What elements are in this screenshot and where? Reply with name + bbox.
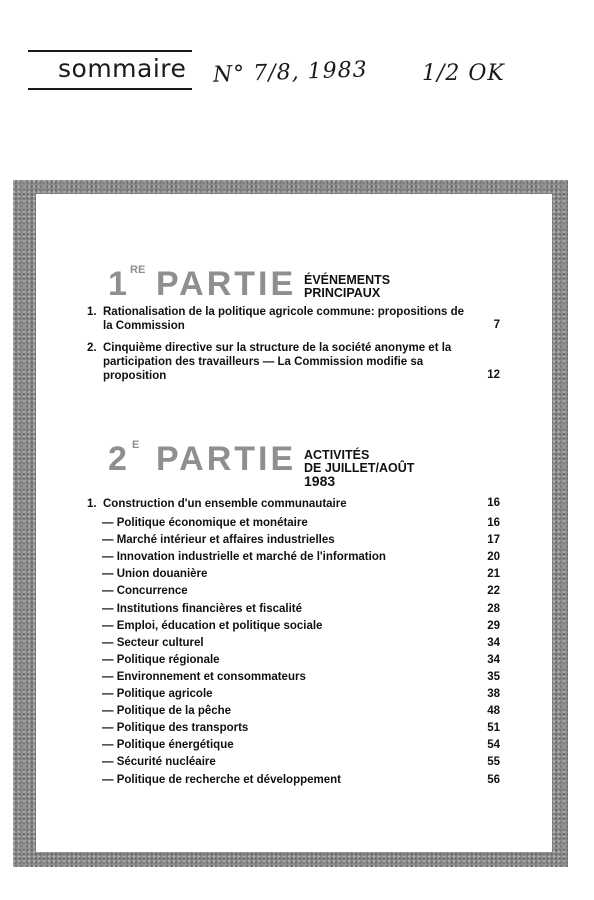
part1-subtitle-line1: ÉVÉNEMENTS bbox=[304, 273, 391, 287]
entry-line: proposition bbox=[103, 370, 167, 382]
entry-page-number: 16 bbox=[487, 497, 500, 509]
list-item bbox=[102, 670, 500, 684]
entry-line: la Commission bbox=[103, 320, 185, 332]
header-top-rule bbox=[28, 50, 192, 52]
item-page-number: 21 bbox=[487, 568, 500, 581]
part1-word: PARTIE bbox=[156, 265, 297, 303]
item-page-number: 35 bbox=[487, 670, 500, 683]
list-item bbox=[102, 619, 500, 633]
item-page-number: 34 bbox=[487, 636, 500, 649]
entry-line: participation des travailleurs — La Commission modifie sa bbox=[103, 356, 424, 368]
part2-word: PARTIE bbox=[156, 440, 297, 478]
item-label: — Politique régionale bbox=[102, 653, 220, 666]
item-label: — Politique énergétique bbox=[102, 739, 234, 752]
item-label: — Sécurité nucléaire bbox=[102, 756, 216, 769]
item-label: — Politique agricole bbox=[102, 688, 213, 700]
item-page-number: 20 bbox=[487, 551, 500, 564]
list-item bbox=[102, 533, 500, 547]
part2-subtitle-line1: ACTIVITÉS bbox=[304, 448, 370, 462]
item-label: — Politique de recherche et développement bbox=[102, 773, 342, 786]
item-label: — Environnement et consommateurs bbox=[102, 670, 306, 683]
item-label: — Marché intérieur et affaires industrielles bbox=[102, 534, 335, 547]
list-item bbox=[102, 550, 500, 564]
item-label: — Emploi, éducation et politique sociale bbox=[102, 619, 323, 632]
sub-item-list bbox=[36, 194, 500, 852]
item-page-number: 55 bbox=[487, 756, 500, 769]
entry-page-number: 12 bbox=[487, 369, 500, 381]
list-item bbox=[102, 636, 500, 650]
item-page-number: 28 bbox=[487, 602, 500, 615]
entry-number: 2. bbox=[87, 342, 97, 354]
entry-line: Construction d'un ensemble communautaire bbox=[103, 498, 347, 510]
list-item bbox=[102, 516, 500, 530]
item-label: — Politique des transports bbox=[102, 722, 249, 735]
handwritten-note: 1/2 OK bbox=[422, 61, 505, 86]
item-page-number: 56 bbox=[487, 773, 500, 786]
part1-suffix: RE bbox=[130, 264, 146, 276]
item-label: — Politique de la pêche bbox=[102, 705, 232, 718]
handwritten-reference: N° 7/8, 1983 bbox=[212, 57, 369, 88]
list-item bbox=[102, 687, 500, 701]
item-label: — Institutions financières et fiscalité bbox=[102, 602, 303, 615]
table-of-contents-panel bbox=[36, 194, 552, 852]
entry-number: 1. bbox=[87, 306, 97, 318]
part2-suffix: E bbox=[132, 439, 140, 451]
item-page-number: 29 bbox=[487, 619, 500, 632]
item-page-number: 54 bbox=[487, 739, 500, 752]
part2-subtitle-year: 1983 bbox=[304, 473, 336, 489]
list-item bbox=[102, 653, 500, 667]
page-title: sommaire bbox=[58, 54, 187, 83]
entry-number: 1. bbox=[87, 498, 97, 510]
item-label: — Secteur culturel bbox=[102, 636, 204, 649]
item-label: — Union douanière bbox=[102, 568, 208, 581]
item-page-number: 48 bbox=[487, 705, 500, 718]
part1-subtitle-line2: PRINCIPAUX bbox=[304, 286, 381, 300]
item-page-number: 34 bbox=[487, 653, 500, 666]
item-page-number: 22 bbox=[487, 585, 500, 598]
list-item bbox=[102, 704, 500, 718]
list-item bbox=[102, 721, 500, 735]
list-item bbox=[102, 755, 500, 769]
entry-line: Cinquième directive sur la structure de la société anonyme et la bbox=[103, 342, 452, 354]
table-of-contents-frame bbox=[13, 180, 568, 867]
part2-subtitle-period: DE JUILLET/AOÛT bbox=[304, 461, 415, 475]
header-bottom-rule bbox=[28, 88, 192, 90]
list-item bbox=[102, 584, 500, 598]
entry-page-number: 7 bbox=[493, 319, 500, 331]
list-item bbox=[102, 567, 500, 581]
item-page-number: 17 bbox=[487, 534, 500, 547]
list-item bbox=[102, 773, 500, 787]
item-page-number: 38 bbox=[487, 688, 500, 700]
part2-number: 2 bbox=[108, 440, 128, 478]
list-item bbox=[102, 602, 500, 616]
item-page-number: 51 bbox=[487, 722, 500, 735]
item-page-number: 16 bbox=[487, 517, 500, 529]
item-label: — Innovation industrielle et marché de l'information bbox=[102, 551, 386, 564]
entry-line: Rationalisation de la politique agricole commune: propositions de bbox=[103, 306, 465, 318]
item-label: — Concurrence bbox=[102, 585, 188, 598]
part1-number: 1 bbox=[108, 265, 128, 303]
list-item bbox=[102, 738, 500, 752]
item-label: — Politique économique et monétaire bbox=[102, 517, 308, 529]
